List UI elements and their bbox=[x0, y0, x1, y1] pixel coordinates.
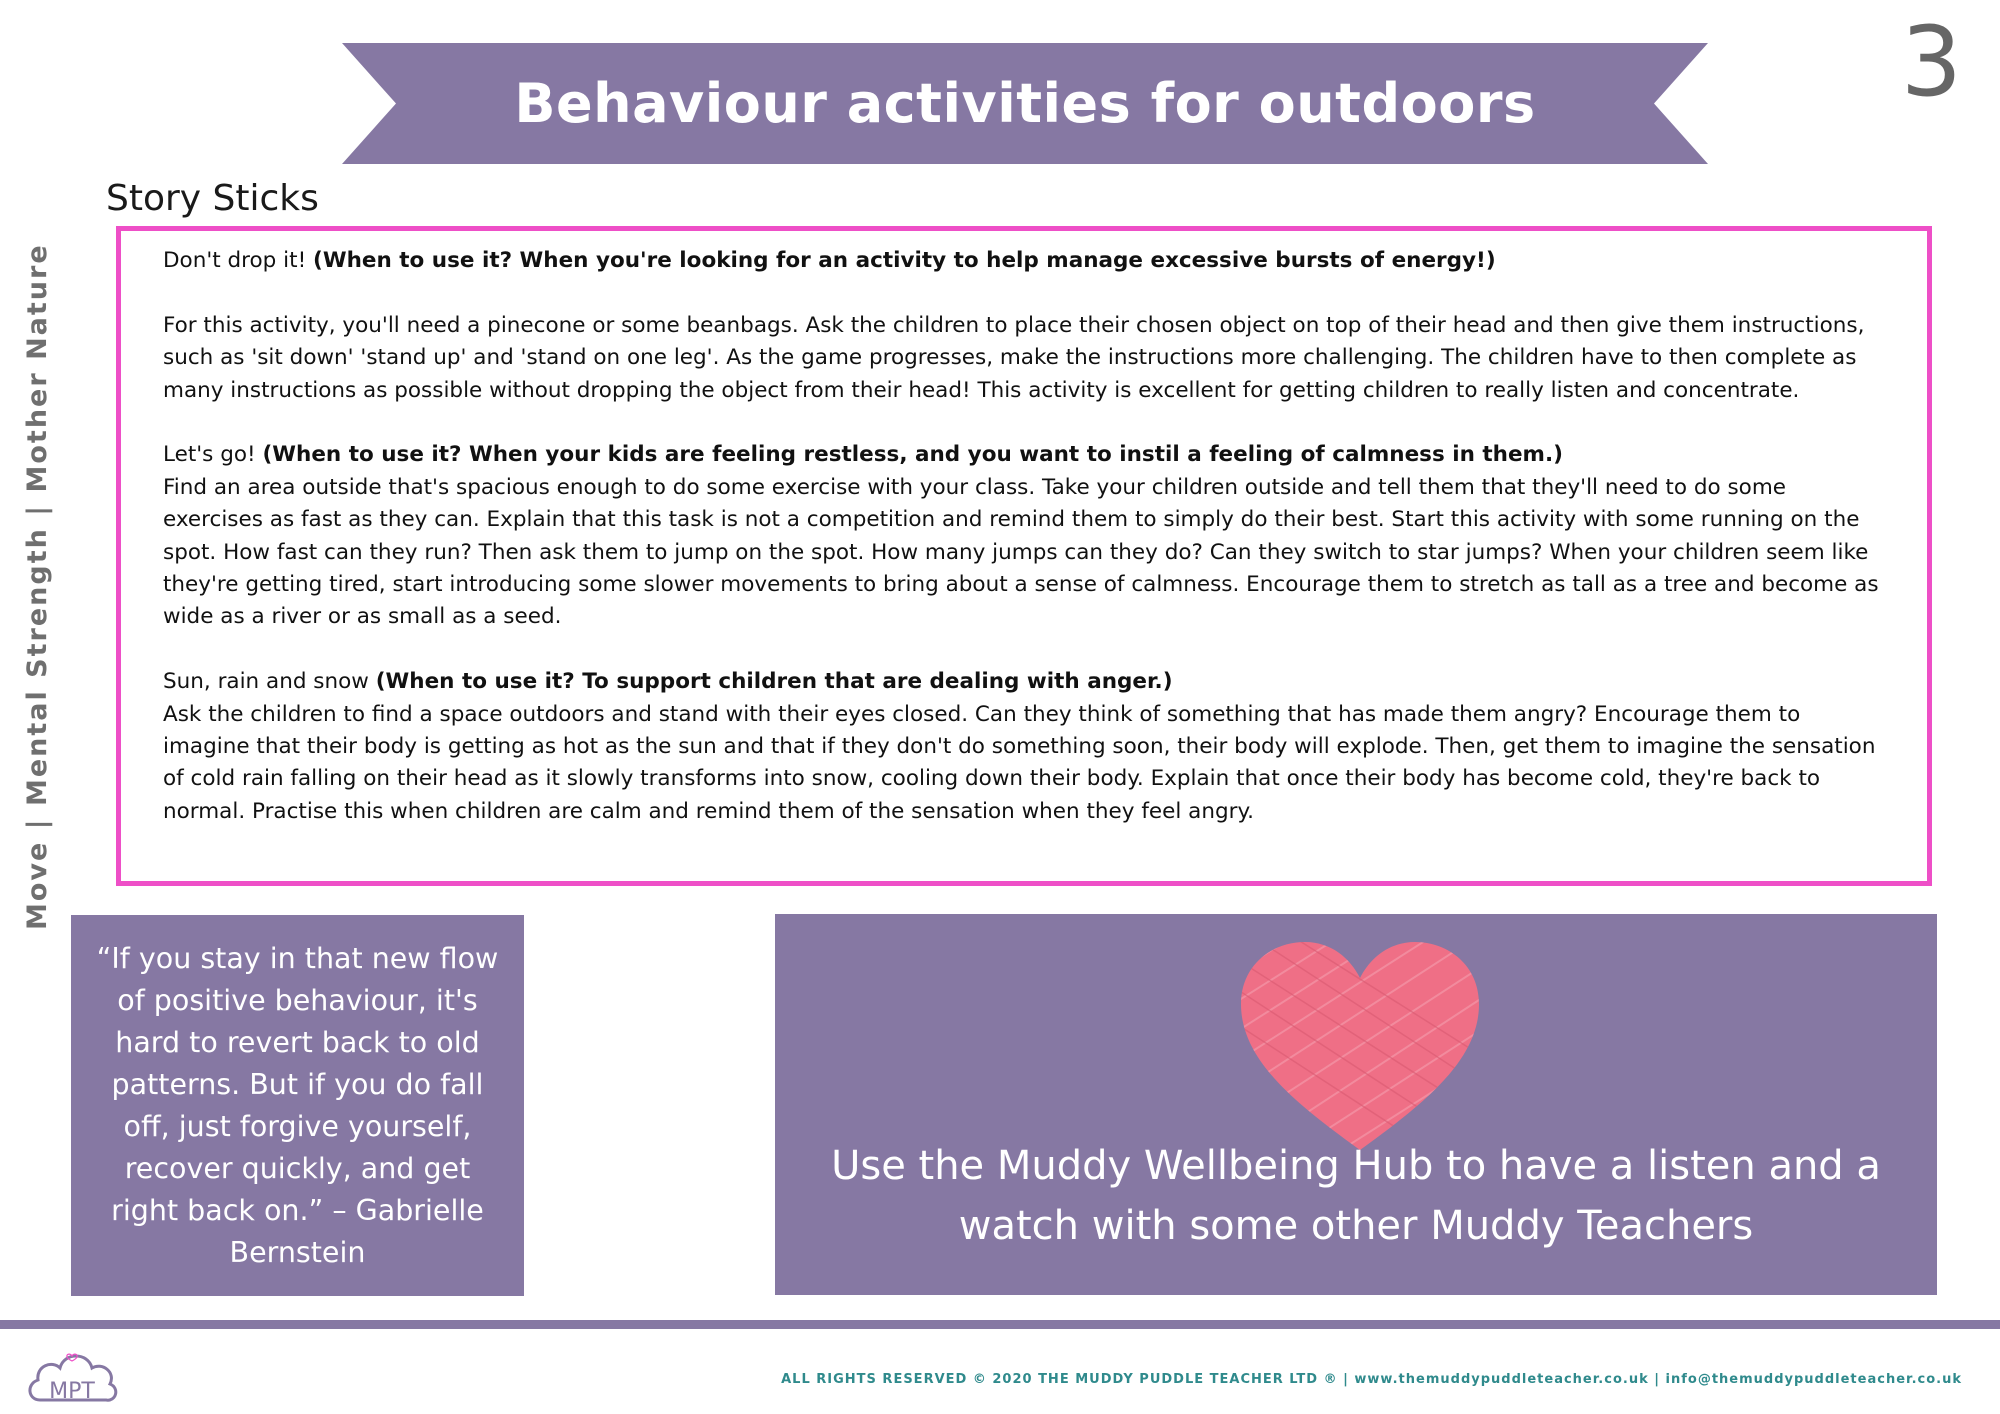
title-banner bbox=[342, 43, 1708, 164]
page-number: 3 bbox=[1900, 6, 1962, 118]
activity-when: (When to use it? When your kids are feeling restless, and you want to instil a feeling of calmness in them.) bbox=[262, 442, 1563, 468]
wellbeing-hub-box[interactable] bbox=[775, 914, 1937, 1295]
activity-description: Find an area outside that's spacious enough to do some exercise with your class. Take your children outside and tell them that they'll need to do some exercises as fast as they can. Explain that this task is not a competition and remind them to simply do their best. Start this activity with some running on the spot. How fast can they run? Then ask them to jump on the spot. How many jumps can they do? Can they switch to star jumps? When your children seem like they're getting tired, start introducing some slower movements to bring about a sense of calmness. Encourage them to stretch as tall as a tree and become as wide as a river or as small as a seed. bbox=[163, 474, 1879, 630]
footer-copyright: ALL RIGHTS RESERVED © 2020 THE MUDDY PUDDLE TEACHER LTD ® | www.themuddypuddleteacher.co.uk | info@themuddypuddleteacher.co.uk bbox=[781, 1372, 1962, 1387]
activity-name: Let's go! bbox=[163, 442, 256, 468]
activity-name: Sun, rain and snow bbox=[163, 669, 369, 695]
activity-heading bbox=[163, 245, 1883, 277]
section-title: Story Sticks bbox=[106, 178, 319, 219]
activity-description: Ask the children to find a space outdoors and stand with their eyes closed. Can they think of something that has made them angry? Encourage them to imagine that their body is getting as hot as the sun and that if they don't do something soon, their body will explode. Then, get them to imagine the sensation of cold rain falling on their head as it slowly transforms into snow, cooling down their body. Explain that once their body has become cold, they're back to normal. Practise this when children are calm and remind them of the sensation when they feel angry. bbox=[163, 701, 1876, 824]
activity-name: Don't drop it! bbox=[163, 248, 307, 273]
quote-box bbox=[71, 915, 524, 1296]
logo-text: MPT bbox=[49, 1379, 95, 1404]
mpt-logo bbox=[22, 1340, 122, 1410]
wellbeing-hub-text[interactable]: Use the Muddy Wellbeing Hub to have a listen and a watch with some other Muddy Teachers bbox=[831, 1143, 1881, 1249]
activities-box bbox=[116, 226, 1932, 886]
page-title: Behaviour activities for outdoors bbox=[514, 72, 1536, 135]
heart-icon bbox=[1235, 938, 1485, 1158]
activity-when: (When to use it? When you're looking for an activity to help manage excessive bursts of energy!) bbox=[313, 248, 1496, 273]
activity-heading bbox=[163, 666, 1883, 698]
footer-divider bbox=[0, 1320, 2000, 1329]
activity-description: For this activity, you'll need a pinecone or some beanbags. Ask the children to place their chosen object on top of their head and then give them instructions, such as 'sit down' 'stand up' and 'stand on one leg'. As the game progresses, make the instructions more challenging. The children have to then complete as many instructions as possible without dropping the object from their head! This activity is excellent for getting children to really listen and concentrate. bbox=[163, 312, 1865, 403]
activity-heading bbox=[163, 439, 1883, 471]
activity-when: (When to use it? To support children that are dealing with anger.) bbox=[375, 669, 1173, 695]
side-category-label: Move | Mental Strength | Mother Nature bbox=[22, 243, 53, 930]
quote-text: “If you stay in that new flow of positive behaviour, it's hard to revert back to old patterns. But if you do fall off, just forgive yourself, recover quickly, and get right back on.” – Gabrielle Bernstein bbox=[96, 941, 499, 1269]
